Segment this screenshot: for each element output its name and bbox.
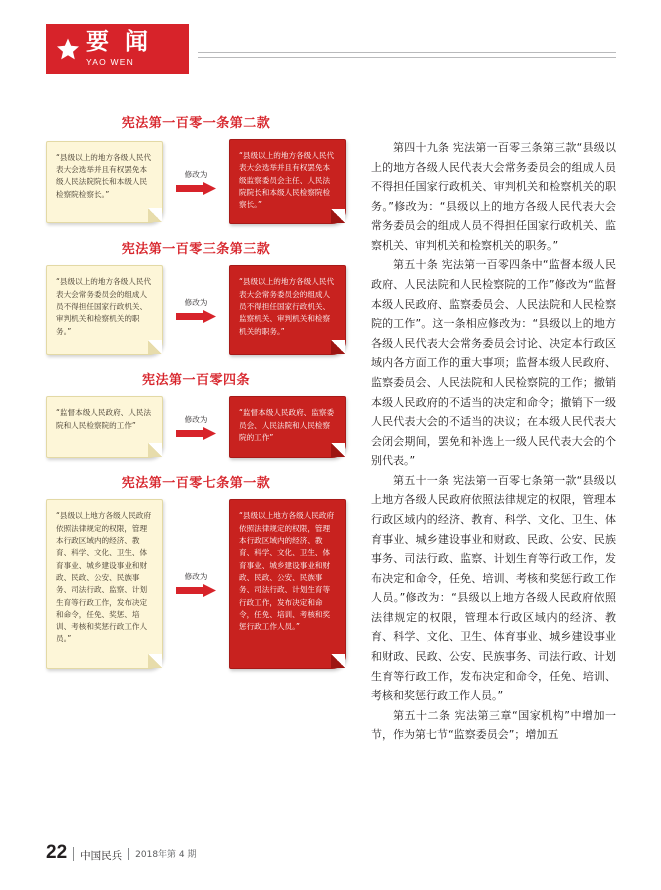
- arrow-right-icon: [176, 310, 216, 323]
- amended-text-card: “县级以上地方各级人民政府依照法律规定的权限，管理本行政区域内的经济、教育、科学、文化、卫生、体育事业、城乡建设事业和财政、民政、公安、民族事务、司法行政、计划生育等行政工作，发布决定和命令，任免、培训、考核和奖惩行政工作人员。”: [229, 499, 346, 669]
- arrow-label: 修改为: [184, 169, 208, 179]
- figure-amendment-104: [46, 369, 346, 458]
- issue-label: 2018年第 4 期: [135, 850, 197, 860]
- badge-text-group: [86, 31, 152, 67]
- page-header: [46, 24, 616, 74]
- arrow-group: [165, 297, 227, 323]
- figure-row: [46, 139, 346, 224]
- figure-amendment-107: [46, 472, 346, 669]
- figure-title: 宪法第一百零三条第三款: [121, 242, 271, 258]
- arrow-right-icon: [176, 584, 216, 597]
- amended-text-card: “县级以上的地方各级人民代表大会常务委员会的组成人员不得担任国家行政机关、监察机关、审判机关和检察机关的职务。”: [229, 265, 346, 355]
- article-paragraph: 第五十二条 宪法第三章“国家机构”中增加一节，作为第七节“监察委员会”；增加五: [371, 708, 616, 742]
- arrow-label: 修改为: [184, 572, 208, 582]
- header-rule-bottom: [198, 57, 616, 58]
- left-column: [46, 112, 346, 683]
- article-paragraph: 第五十条 宪法第一百零四条中“监督本级人民政府、人民法院和人民检察院的工作”修改为“监督本级人民政府、监察委员会、人民法院和人民检察院的工作”。这一条相应修改为：“县级以上的地方各级人民代表大会常务委员会讨论、决定本行政区域内各方面工作的重大事项；监督本级人民政府、监察委员会、人民法院和人民检察院的工作；撤销本级人民政府的不适当的决定和命令；撤销下一级人民代表大会的不适当的决议；在本级人民代表大会闭会期间，罢免和补选上一级人民代表大会的个别代表。”: [371, 258, 616, 468]
- publication-name: 中国民兵: [80, 849, 123, 862]
- figure-title: 宪法第一百零七条第一款: [121, 476, 271, 492]
- right-column: [371, 138, 616, 745]
- arrow-label: 修改为: [184, 415, 208, 425]
- section-badge: [46, 24, 189, 74]
- figure-amendment-101: [46, 112, 346, 224]
- figure-row: [46, 499, 346, 669]
- star-icon: [56, 37, 80, 61]
- original-text-card: “县级以上的地方各级人民代表大会常务委员会的组成人员不得担任国家行政机关、审判机关和检察机关的职务。”: [46, 265, 163, 355]
- arrow-right-icon: [176, 182, 216, 195]
- section-title-cn: 要 闻: [86, 29, 153, 56]
- page-number: 22: [46, 842, 68, 863]
- original-text-card: “县级以上地方各级人民政府依照法律规定的权限，管理本行政区域内的经济、教育、科学、文化、卫生、体育事业、城乡建设事业和财政、民政、公安、民族事务、司法行政、监察、计划生育等行政工作，发布决定和命令，任免、奖惩、培训、考核和奖惩行政工作人员。”: [46, 499, 163, 669]
- page-footer: [46, 843, 197, 862]
- original-text-card: “监督本级人民政府、人民法院和人民检察院的工作”: [46, 396, 163, 458]
- arrow-group: [165, 571, 227, 597]
- footer-divider: [73, 847, 74, 861]
- article-paragraph: 第四十九条 宪法第一百零三条第三款“县级以上的地方各级人民代表大会常务委员会的组成人员不得担任国家行政机关、审判机关和检察机关的职务。”修改为：“县级以上的地方各级人民代表大会常务委员会的组成人员不得担任国家行政机关、监察机关、审判机关和检察机关的职务。”: [371, 141, 616, 252]
- amended-text-card: “监督本级人民政府、监察委员会、人民法院和人民检察院的工作”: [229, 396, 346, 458]
- article-paragraph: 第五十一条 宪法第一百零七条第一款“县级以上地方各级人民政府依照法律规定的权限，管理本行政区域内的经济、教育、科学、文化、卫生、体育事业、城乡建设事业和财政、民政、公安、民族事务、司法行政、监察、计划生育等行政工作，发布决定和命令，任免、培训、考核和奖惩行政工作人员。”修改为：“县级以上地方各级人民政府依照法律规定的权限，管理本行政区域内的经济、教育、科学、文化、卫生、体育事业、城乡建设事业和财政、民政、公安、民族事务、司法行政、计划生育等行政工作，发布决定和命令，任免、培训、考核和奖惩行政工作人员。”: [371, 473, 616, 703]
- section-title-en: YAO WEN: [86, 57, 134, 68]
- amended-text-card: “县级以上的地方各级人民代表大会选举并且有权罢免本级监察委员会主任、人民法院院长和本级人民检察院检察长。”: [229, 139, 346, 224]
- header-rule-top: [198, 52, 616, 53]
- arrow-label: 修改为: [184, 298, 208, 308]
- figure-row: [46, 396, 346, 458]
- figure-title: 宪法第一百零一条第二款: [121, 116, 271, 131]
- figure-title: 宪法第一百零四条: [141, 373, 250, 389]
- footer-divider-2: [128, 848, 129, 860]
- arrow-group: [165, 414, 227, 440]
- figure-row: [46, 265, 346, 355]
- arrow-right-icon: [176, 427, 216, 440]
- arrow-group: [165, 169, 227, 195]
- original-text-card: “县级以上的地方各级人民代表大会选举并且有权罢免本级人民法院院长和本级人民检察院检察长。”: [46, 141, 163, 223]
- content-columns: [46, 112, 616, 812]
- figure-amendment-103: [46, 238, 346, 355]
